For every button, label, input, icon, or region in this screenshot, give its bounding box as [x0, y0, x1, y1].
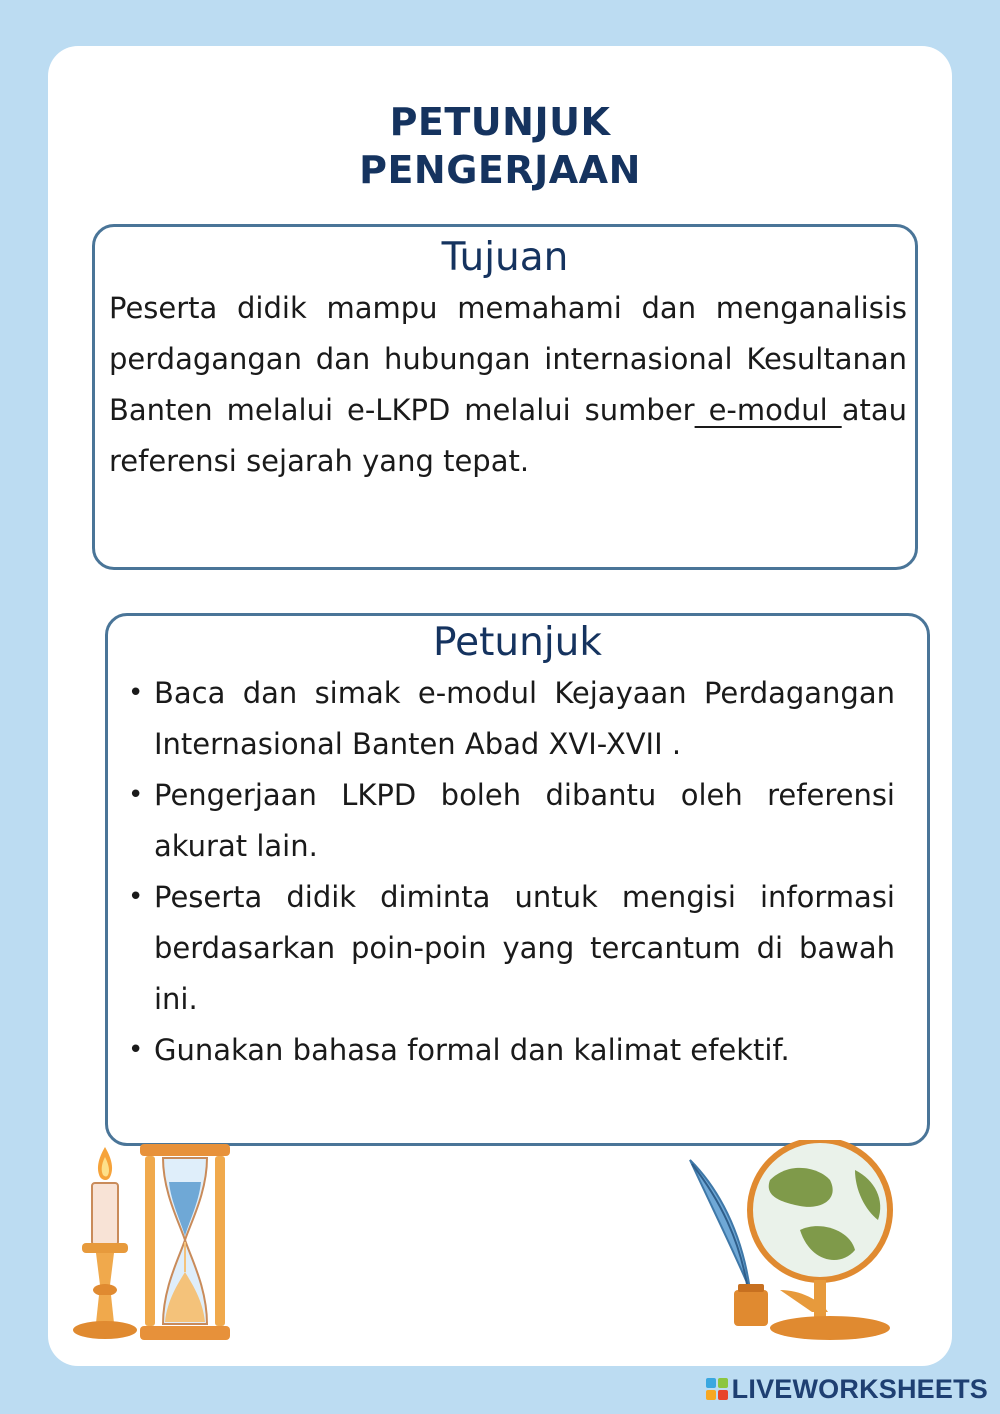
- page-title-line-2: PENGERJAAN: [359, 148, 641, 192]
- globe-icon: [680, 1140, 900, 1345]
- hourglass-icon: [135, 1142, 235, 1342]
- brand-mark-icon: [706, 1378, 728, 1400]
- tujuan-text: [109, 283, 907, 487]
- list-item: • Pengerjaan LKPD boleh dibantu oleh referensi akurat lain.: [154, 770, 895, 872]
- candle-icon: [70, 1145, 140, 1345]
- list-item: • Peserta didik diminta untuk mengisi informasi berdasarkan poin-poin yang tercantum di bawah ini.: [154, 872, 895, 1025]
- tujuan-text-part-2: atau referensi sejarah yang tepat.: [109, 393, 907, 478]
- brand-name: LIVEWORKSHEETS: [731, 1373, 988, 1404]
- tujuan-text-part-1: Peserta didik mampu memahami dan menganalisis perdagangan dan hubungan internasional Kesultanan Banten melalui e-LKPD melalui sumber: [109, 291, 907, 427]
- petunjuk-list: [108, 668, 927, 1076]
- tujuan-heading: Tujuan: [441, 235, 569, 280]
- page-title-line-1: PETUNJUK: [389, 100, 611, 144]
- brand-logo: [706, 1374, 988, 1404]
- list-item: • Baca dan simak e-modul Kejayaan Perdagangan Internasional Banten Abad XVI-XVII .: [154, 668, 895, 770]
- tujuan-text-underlined: e-modul: [694, 393, 842, 427]
- page-title: [0, 98, 1000, 194]
- petunjuk-box: [105, 613, 930, 1146]
- petunjuk-heading: Petunjuk: [433, 620, 602, 665]
- list-item: • Gunakan bahasa formal dan kalimat efektif.: [154, 1025, 895, 1076]
- tujuan-box: [92, 224, 918, 570]
